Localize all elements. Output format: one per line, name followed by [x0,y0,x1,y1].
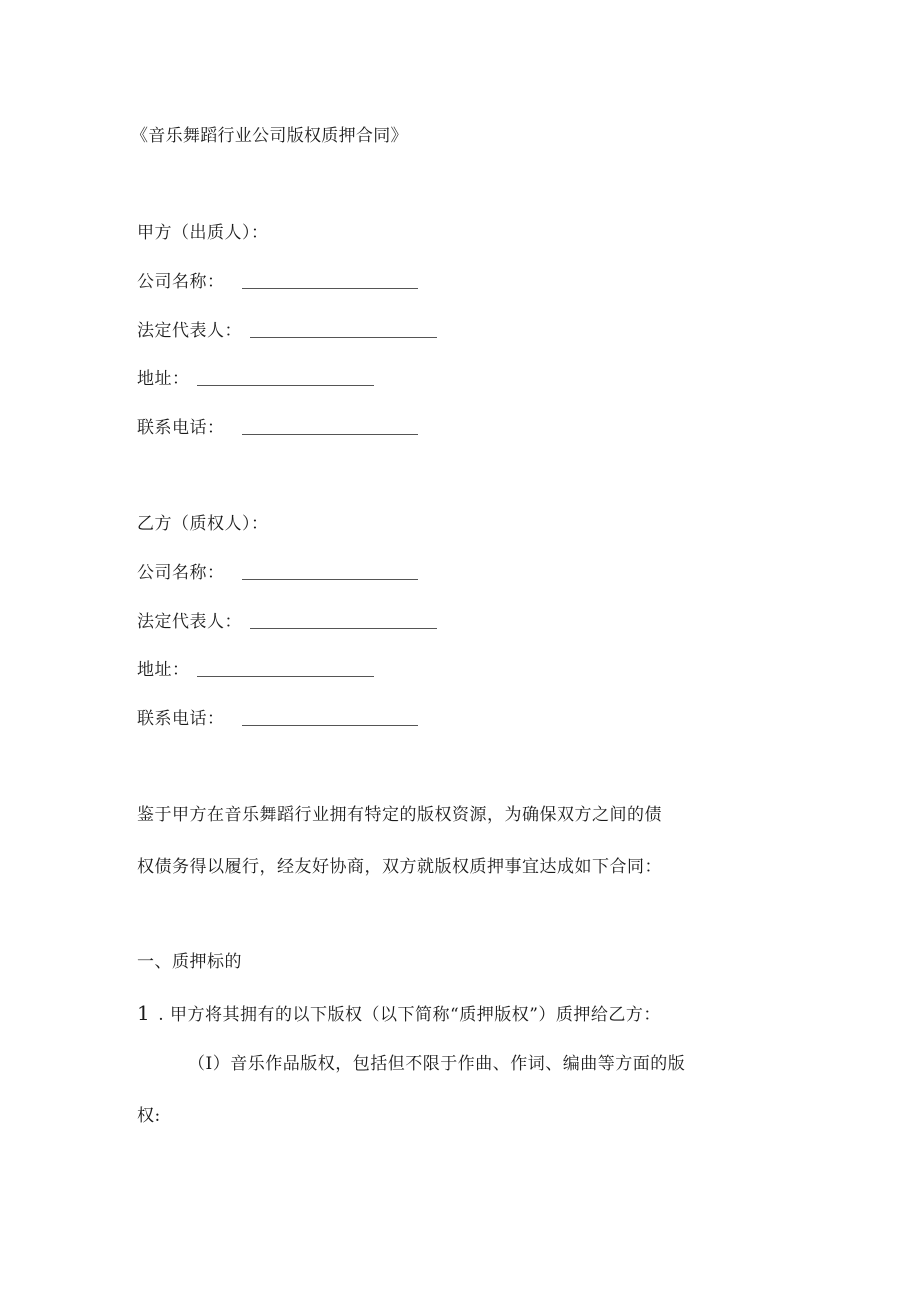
party-b-heading: 乙方（质权人）： [137,514,269,534]
party-a-address-blank [197,384,374,386]
party-b-address-row [137,659,374,681]
party-a-rep-label: 法定代表人： [137,321,242,341]
party-b-company-row [137,562,418,584]
party-b-phone-blank [242,724,418,726]
party-b-phone-label: 联系电话： [137,709,225,729]
sub-item-1-line-1: （I）音乐作品版权，包括但不限于作曲、作词、编曲等方面的版 [188,1054,686,1074]
party-a-phone-row [137,417,418,439]
party-b-company-blank [242,578,418,580]
party-a-rep-row [137,320,437,342]
sub-item-1-line-2: 权: [137,1106,161,1126]
party-b-address-label: 地址： [137,660,190,680]
party-b-rep-blank [250,627,437,629]
section-1-item-1 [137,1002,661,1026]
section-1-heading: 一、质押标的 [137,952,242,972]
party-a-company-blank [242,287,418,289]
preamble-line-1: 鉴于甲方在音乐舞蹈行业拥有特定的版权资源，为确保双方之间的债 [137,805,662,825]
party-a-phone-blank [242,433,418,435]
party-b-phone-row [137,708,418,730]
party-a-company-row [137,271,418,293]
item-1-number: 1 [137,1001,151,1025]
preamble-line-2: 权债务得以履行，经友好协商，双方就版权质押事宜达成如下合同： [137,857,662,877]
party-b-company-label: 公司名称： [137,563,225,583]
party-b-rep-row [137,611,437,633]
party-b-address-blank [197,675,374,677]
party-a-address-row [137,368,374,390]
party-a-phone-label: 联系电话： [137,418,225,438]
party-a-company-label: 公司名称： [137,272,225,292]
party-a-heading: 甲方（出质人）： [137,223,269,243]
party-b-rep-label: 法定代表人： [137,612,242,632]
party-a-address-label: 地址： [137,369,190,389]
item-1-text: . 甲方将其拥有的以下版权（以下简称“质押版权”）质押给乙方： [158,1005,661,1025]
party-a-rep-blank [250,336,437,338]
document-title: 《音乐舞蹈行业公司版权质押合同》 [131,126,408,146]
